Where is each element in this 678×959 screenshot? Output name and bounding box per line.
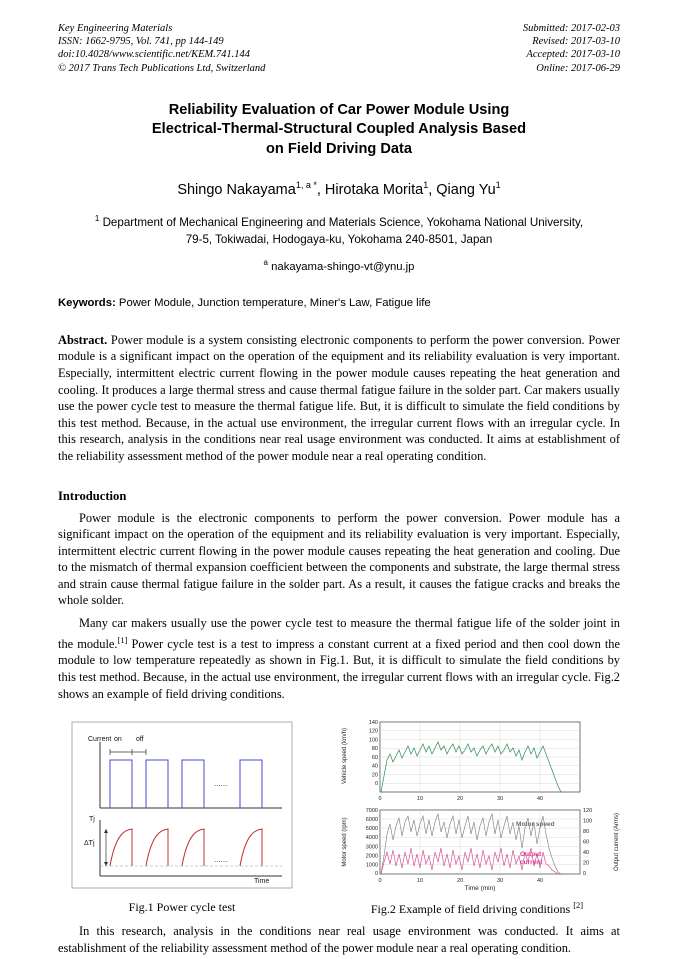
svg-text:20: 20 bbox=[456, 796, 464, 803]
figure-2-caption-ref: [2] bbox=[573, 900, 584, 911]
author-list bbox=[58, 175, 620, 200]
svg-text:30: 30 bbox=[496, 796, 504, 803]
svg-text:current: current bbox=[520, 859, 543, 867]
revised-date: Revised: 2017-03-10 bbox=[532, 36, 620, 48]
svg-text:1000: 1000 bbox=[365, 862, 378, 869]
abstract-label: Abstract. bbox=[58, 332, 108, 347]
email-sup: a bbox=[263, 258, 268, 267]
svg-text:20: 20 bbox=[371, 772, 378, 779]
journal-doi: doi:10.4028/www.scientific.net/KEM.741.144 bbox=[58, 49, 250, 61]
figure-2-graphic bbox=[334, 716, 620, 894]
intro-paragraph-2 bbox=[58, 615, 620, 702]
svg-text:0: 0 bbox=[378, 878, 382, 885]
svg-text:100: 100 bbox=[368, 737, 378, 744]
journal-issn: ISSN: 1662-9795, Vol. 741, pp 144-149 bbox=[58, 36, 224, 48]
svg-text:Motor speed (rpm): Motor speed (rpm) bbox=[342, 817, 348, 867]
keywords-label: Keywords: bbox=[58, 296, 116, 309]
figure-2-caption-text: Fig.2 Example of field driving conditions bbox=[370, 902, 571, 917]
svg-text:20: 20 bbox=[456, 878, 464, 885]
affiliation-line-1 bbox=[58, 211, 620, 231]
svg-text:40: 40 bbox=[536, 878, 544, 885]
affiliation-sup: 1 bbox=[94, 214, 100, 224]
figure-1-caption: Fig.1 Power cycle test bbox=[128, 900, 236, 915]
svg-text:Output current (Arms): Output current (Arms) bbox=[614, 813, 620, 872]
svg-text:5000: 5000 bbox=[365, 826, 378, 833]
author-3-name: , Qiang Yu bbox=[428, 182, 496, 199]
figure-2 bbox=[334, 716, 620, 917]
svg-text:......: ...... bbox=[214, 855, 228, 865]
paper-content bbox=[58, 22, 620, 956]
section-heading-introduction: Introduction bbox=[58, 488, 127, 503]
svg-text:20: 20 bbox=[583, 860, 590, 867]
intro-paragraph-3: In this research, analysis in the conditions near real usage environment was conducted. It aims at establishment of the reliability assessment method of the power module near a real operating condition. bbox=[58, 924, 620, 955]
page-title bbox=[58, 101, 620, 160]
svg-text:10: 10 bbox=[416, 796, 424, 803]
svg-text:100: 100 bbox=[583, 818, 593, 825]
svg-text:120: 120 bbox=[368, 728, 378, 735]
online-date: Online: 2017-06-29 bbox=[536, 62, 620, 74]
abstract bbox=[58, 332, 620, 465]
email-address: nakayama-shingo-vt@ynu.jp bbox=[271, 260, 415, 273]
svg-text:0: 0 bbox=[378, 796, 382, 803]
svg-text:40: 40 bbox=[583, 850, 590, 857]
journal-header-right bbox=[523, 22, 620, 75]
author-1-sup: 1, a * bbox=[295, 180, 317, 191]
author-1-name: Shingo Nakayama bbox=[177, 182, 296, 199]
citation-ref-1: [1] bbox=[117, 634, 128, 645]
svg-text:4000: 4000 bbox=[365, 835, 378, 842]
fig1-time-label: Time bbox=[254, 878, 270, 886]
svg-text:30: 30 bbox=[496, 878, 504, 885]
svg-text:0: 0 bbox=[374, 871, 378, 878]
keywords-line bbox=[58, 297, 620, 309]
fig1-current-label: Current bbox=[88, 736, 112, 744]
svg-text:120: 120 bbox=[583, 808, 593, 815]
submitted-date: Submitted: 2017-02-03 bbox=[522, 23, 620, 34]
svg-text:80: 80 bbox=[371, 746, 378, 753]
affiliation-line-2: 79-5, Tokiwadai, Hodogaya-ku, Yokohama 240-8501, Japan bbox=[185, 232, 493, 246]
figure-2-caption bbox=[334, 900, 620, 917]
figure-1-graphic bbox=[58, 716, 306, 894]
journal-header bbox=[58, 22, 620, 75]
fig1-tj-label: Tj bbox=[89, 816, 95, 824]
field-driving-conditions-chart bbox=[334, 716, 620, 894]
svg-text:Vehicle speed (km/h): Vehicle speed (km/h) bbox=[342, 728, 348, 785]
journal-name: Key Engineering Materials bbox=[58, 23, 173, 34]
fig1-delta-tj-label: ΔTj bbox=[84, 840, 95, 848]
corresponding-email bbox=[58, 258, 620, 273]
keywords-value: Power Module, Junction temperature, Miner's Law, Fatigue life bbox=[118, 296, 431, 309]
svg-text:Motor speed: Motor speed bbox=[516, 821, 555, 829]
fig1-off-label: off bbox=[136, 736, 144, 744]
intro-p2-b: Power cycle test is a test to impress a constant current at a fixed period and then cool down the module to low temperature repeatedly as shown in Fig.1. But, it is difficult to simulate the field conditions by this test method. Because, in the actual use environment, the irregular current flows with an irregular cycle. Fig.2 shows an example of field driving conditions. bbox=[58, 636, 620, 701]
fig1-on-label: on bbox=[114, 736, 122, 744]
figure-1 bbox=[58, 716, 306, 915]
title-line-2: Electrical-Thermal-Structural Coupled Analysis Based bbox=[151, 121, 527, 138]
author-2-name: , Hirotaka Morita bbox=[316, 182, 424, 199]
svg-text:80: 80 bbox=[583, 829, 590, 836]
svg-text:Time (min): Time (min) bbox=[464, 885, 496, 893]
svg-text:7000: 7000 bbox=[365, 808, 378, 815]
affiliation-text-1: Department of Mechanical Engineering and Materials Science, Yokohama National University, bbox=[102, 216, 584, 229]
svg-text:0: 0 bbox=[374, 781, 378, 788]
svg-text:60: 60 bbox=[371, 755, 378, 762]
intro-paragraph-1: Power module is the electronic components to perform the power conversion. Power module has a significant impact on the operation of the equipment and its reliability evaluation is very important. Especially, intermittent electric current flowing in the power module causes repeating the heat generation and cooling. Due to the mismatch of thermal expansion coefficient between the components and substrate, the large thermal stress and strain cause thermal fatigue failure in the solder part. As a result, it causes the fatigue cracks and breaks the whole solder. bbox=[58, 510, 620, 608]
svg-text:3000: 3000 bbox=[365, 844, 378, 851]
affiliation bbox=[58, 211, 620, 248]
svg-text:Output: Output bbox=[520, 851, 542, 859]
svg-text:40: 40 bbox=[371, 763, 378, 770]
title-line-3: on Field Driving Data bbox=[266, 140, 412, 157]
svg-text:40: 40 bbox=[536, 796, 544, 803]
svg-text:0: 0 bbox=[583, 871, 587, 878]
accepted-date: Accepted: 2017-03-10 bbox=[526, 49, 620, 61]
figures-row bbox=[58, 716, 620, 917]
journal-copyright: © 2017 Trans Tech Publications Ltd, Switzerland bbox=[58, 62, 266, 74]
svg-text:140: 140 bbox=[368, 720, 378, 727]
svg-text:2000: 2000 bbox=[365, 853, 378, 860]
journal-header-left bbox=[58, 22, 265, 75]
title-line-1: Reliability Evaluation of Car Power Module Using bbox=[168, 101, 510, 118]
intro-p2-a: Many car makers usually use the power cycle test to measure the thermal fatigue life of the solder joint in the module. bbox=[58, 616, 620, 651]
abstract-text: Power module is a system consisting electronic components to perform the power conversion. Power module is a significant impact on the operation of the equipment and its reliability evaluation is very important. Especially, intermittent electric current flowing in the power module causes repeating the heat generation and cooling. It produces a large thermal stress and cause thermal fatigue failure in the solder part. Car makers usually use the power cycle test to measure the thermal fatigue life. But, it is difficult to simulate the field conditions by this test method. Because, in the actual use environment, the irregular current flows with an irregular cycle. In this research, analysis in the conditions near real usage environment was conducted. It aims at establishment of the reliability assessment method of the power module near a real operating condition. bbox=[58, 332, 620, 463]
author-3-sup: 1 bbox=[495, 180, 501, 191]
svg-text:......: ...... bbox=[214, 779, 228, 789]
svg-text:10: 10 bbox=[416, 878, 424, 885]
svg-text:60: 60 bbox=[583, 839, 590, 846]
author-2-sup: 1 bbox=[423, 180, 429, 191]
svg-text:6000: 6000 bbox=[365, 817, 378, 824]
